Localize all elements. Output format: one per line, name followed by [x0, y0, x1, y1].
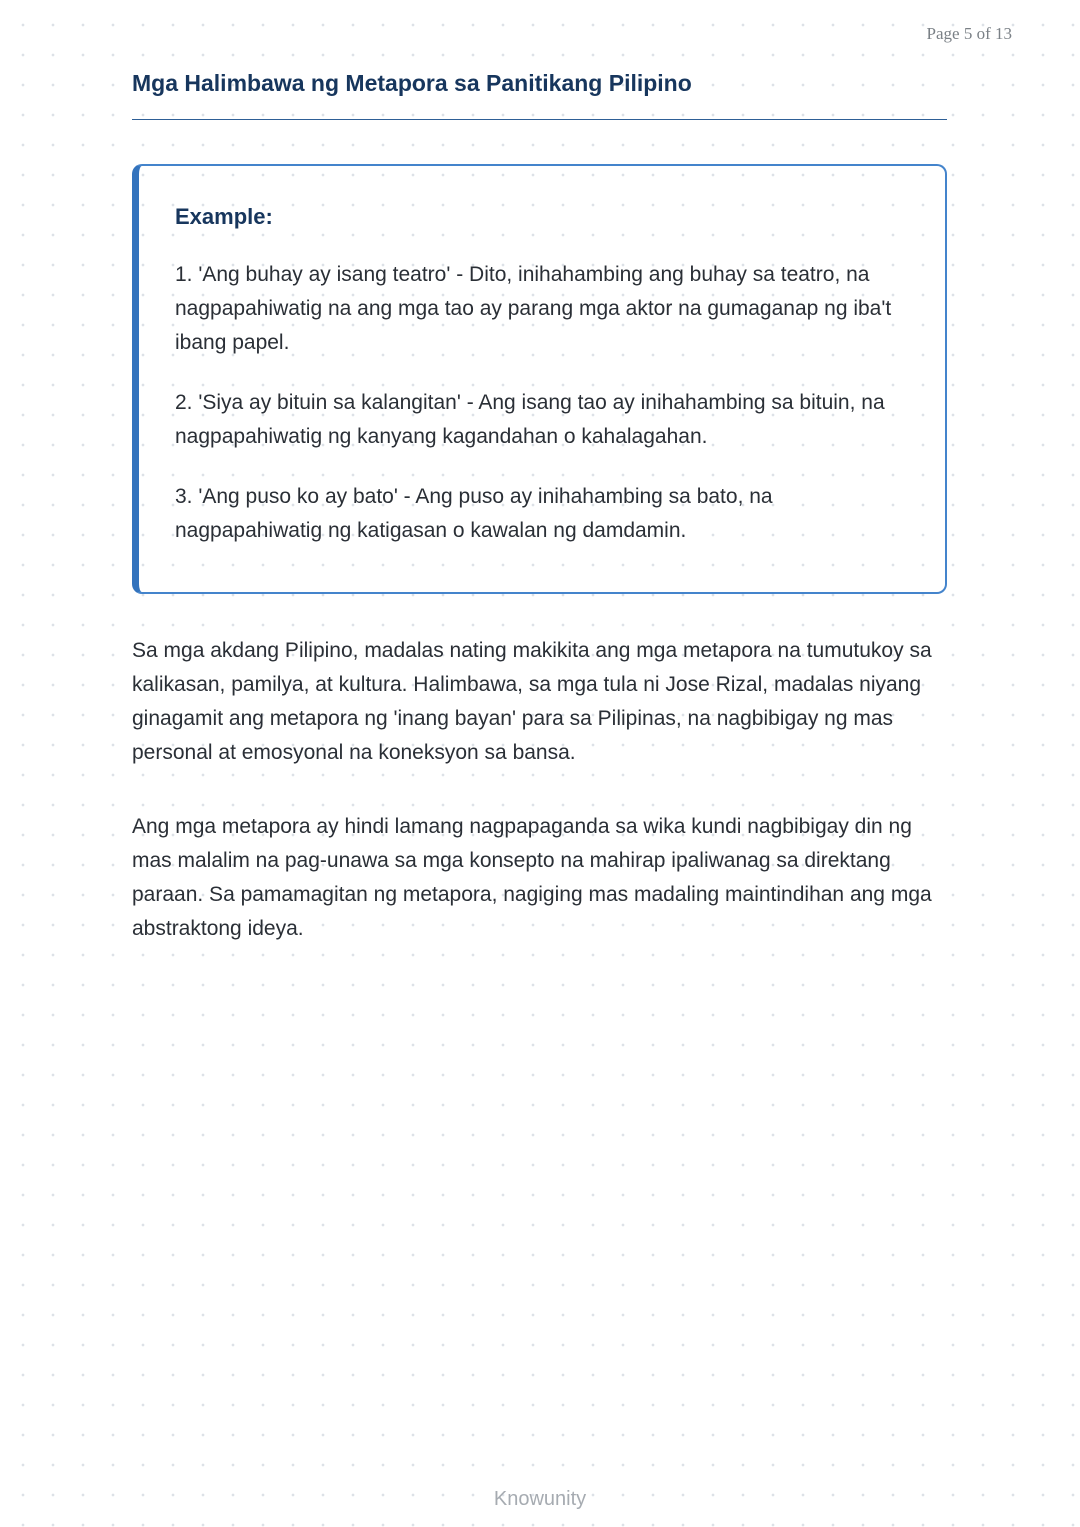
- document-content: [132, 70, 947, 946]
- example-item-3: 3. 'Ang puso ko ay bato' - Ang puso ay inihahambing sa bato, na nagpapahiwatig ng katigasan o kawalan ng damdamin.: [175, 485, 773, 543]
- body-paragraph-1: Sa mga akdang Pilipino, madalas nating makikita ang mga metapora na tumutukoy sa kalikasan, pamilya, at kultura. Halimbawa, sa mga tula ni Jose Rizal, madalas niyang ginagamit ang metapora ng 'inang bayan' para sa Pilipinas, na nagbibigay ng mas personal at emosyonal na koneksyon sa bansa.: [132, 639, 932, 765]
- example-item-1: 1. 'Ang buhay ay isang teatro' - Dito, inihahambing ang buhay sa teatro, na nagpapahiwatig na ang mga tao ay parang mga aktor na gumaganap ng iba't ibang papel.: [175, 263, 892, 355]
- body-paragraph-2: Ang mga metapora ay hindi lamang nagpapaganda sa wika kundi nagbibigay din ng mas malalim na pag-unawa sa mga konsepto na mahirap ipaliwanag sa direktang paraan. Sa pamamagitan ng metapora, nagiging mas madaling maintindihan ang mga abstraktong ideya.: [132, 815, 932, 941]
- example-box-heading: Example:: [175, 204, 273, 229]
- footer-brand: Knowunity: [493, 1488, 587, 1510]
- page-indicator: Page 5 of 13: [926, 24, 1012, 43]
- page-title: Mga Halimbawa ng Metapora sa Panitikang Pilipino: [132, 70, 947, 120]
- example-item-2: 2. 'Siya ay bituin sa kalangitan' - Ang isang tao ay inihahambing sa bituin, na nagpapahiwatig ng kanyang kagandahan o kahalagahan.: [175, 391, 885, 449]
- example-box: [132, 164, 947, 594]
